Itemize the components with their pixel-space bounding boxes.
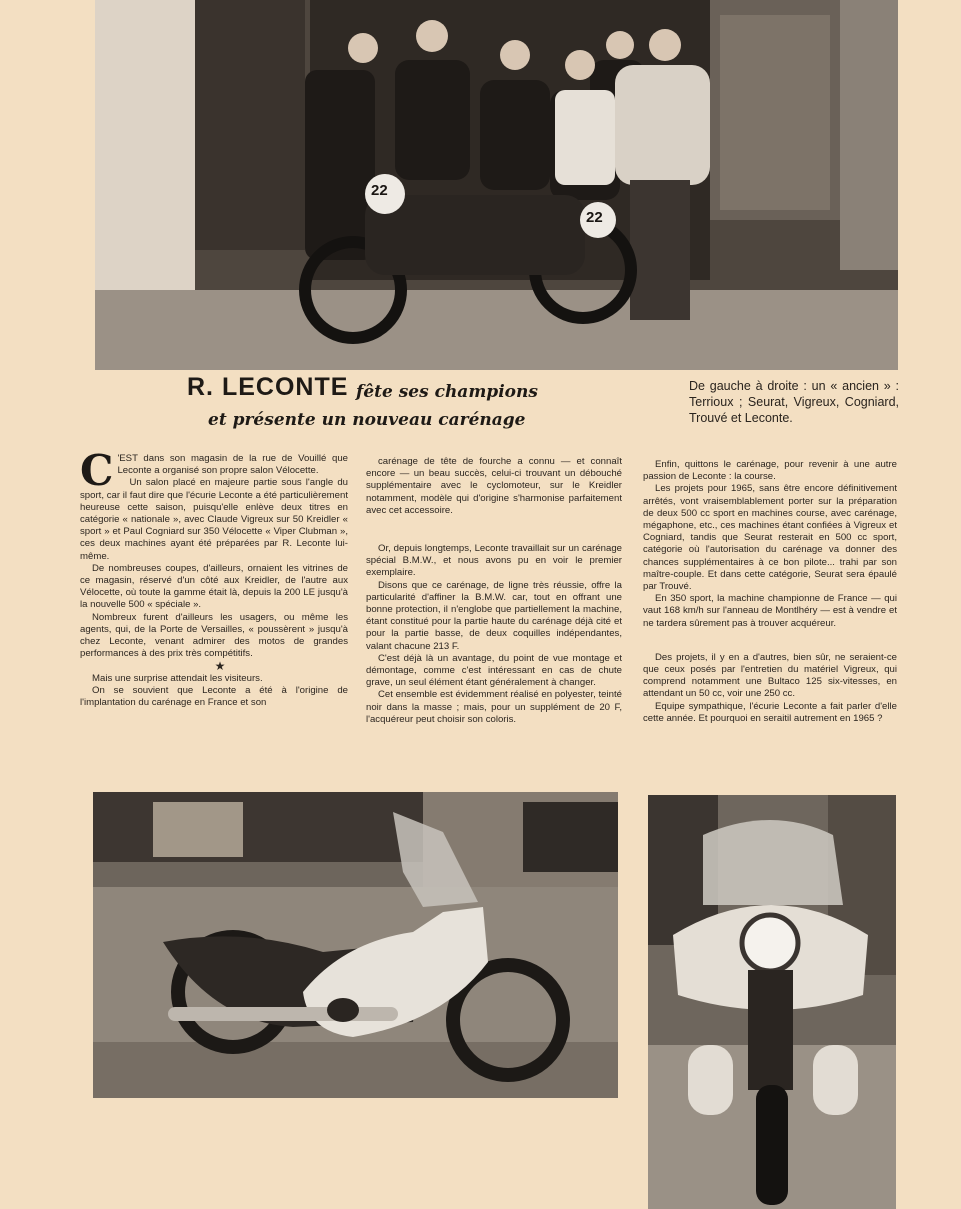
drop-cap: C — [80, 446, 114, 495]
race-number-rear: 22 — [586, 209, 603, 226]
paragraph: carénage de tête de fourche a connu — et connaît encore — un beau succès, celui-ci trouvant un débouché supplémentaire avec le cyclomoteur, sur le Kreidler notamment, modèle qui d'origine s'harmonise parfaitement avec cet accessoire. — [366, 456, 622, 516]
section-break-star: ★ — [214, 659, 226, 674]
paragraph: Mais une surprise attendait les visiteurs. — [92, 672, 263, 684]
bmw-side-illustration — [93, 792, 618, 1098]
paragraph-text: 'EST dans son magasin de la rue de Vouillé que Leconte a organisé son propre salon Vélocette. — [117, 453, 348, 477]
paragraph: Nombreux furent d'ailleurs les usagers, ou même les agents, qui, de la Porte de Versailles, « poussèrent » jusqu'à chez Leconte, venant admirer des motos de grandes performances à des prix très compétitifs. — [80, 611, 348, 660]
paragraph-gap — [643, 630, 897, 652]
paragraph — [80, 446, 348, 495]
article-subtitle-line1: fête ses champions — [356, 382, 538, 402]
article-column-3 — [643, 459, 897, 725]
photo-bmw-fairing-front — [648, 795, 896, 1209]
paragraph: En 350 sport, la machine championne de France — qui vaut 168 km/h sur l'anneau de Montlhéry — est à vendre et ne tardera sûrement pas à trouver acquéreur. — [643, 593, 897, 629]
paragraph: On se souvient que Leconte a été à l'origine de l'implantation du carénage en France et son — [80, 684, 348, 709]
paragraph: Les projets pour 1965, sans être encore définitivement arrêtés, vont vraisemblablement porter sur la préparation de deux 500 cc sport en machines course, avec carénage, mégaphone, etc., ces machines étant confiées à Vigreux et Cogniard, tandis que Seurat resterait en 500 cc sport, catégorie où l'autorisation du carénage va donner des chances supplémentaires à ce bon pilote... trahi par son maître-couple. Et dans cette catégorie, Seurat sera épaulé par Trouvé. — [643, 483, 897, 593]
article-column-2 — [366, 456, 622, 726]
paragraph: Or, depuis longtemps, Leconte travaillait sur un carénage spécial B.M.W., et nous avons pu en voir le premier exemplaire. — [366, 543, 622, 579]
paragraph: Cet ensemble est évidemment réalisé en polyester, teinté noir dans la masse ; mais, pour un supplément de 20 F, l'acquéreur peut choisir son coloris. — [366, 689, 622, 725]
paragraph: De nombreuses coupes, d'ailleurs, ornaient les vitrines de ce magasin, réservé d'un côté aux Kreidler, de l'autre aux Vélocette, où toute la gamme était là, depuis la 200 LE jusqu'à la nouvelle 500 « spéciale ». — [80, 562, 348, 611]
photo-caption: De gauche à droite : un « ancien » : Terrioux ; Seurat, Vigreux, Cogniard, Trouvé et Leconte. — [689, 379, 899, 425]
paragraph: Disons que ce carénage, de ligne très réussie, offre la particularité d'affiner la B.M.W. car, tout en offrant une bonne protection, il n'englobe que partiellement la machine, étant constitué pour la partie haute du carénage déjà cité et pour la partie basse, de deux coquilles indépendantes, valant chacune 213 F. — [366, 579, 622, 652]
article-column-1 — [80, 446, 348, 709]
bmw-front-illustration — [648, 795, 896, 1209]
photo-group-with-motorcycle — [95, 0, 898, 370]
paragraph: Equipe sympathique, l'écurie Leconte a fait parler d'elle cette année. Et pourquoi en seraitil autrement en 1965 ? — [643, 700, 897, 724]
article-title: R. LECONTE — [187, 373, 349, 401]
paragraph: C'est déjà là un avantage, du point de vue montage et démontage, comme c'est intéressant en cas de chute grave, un seul élément étant généralement à changer. — [366, 652, 622, 689]
paragraph-gap — [366, 517, 622, 543]
race-number-front: 22 — [371, 182, 388, 199]
paragraph: Enfin, quittons le carénage, pour revenir à une autre passion de Leconte : la course. — [643, 459, 897, 483]
paragraph: Un salon placé en majeure partie sous l'angle du sport, car il faut dire que l'écurie Leconte a été particulièrement heureuse cette saison, puisqu'elle enlève deux titres en catégorie « nationale », avec Claude Vigreux sur 50 Kreidler « sport » et Paul Cogniard sur 350 Vélocette « Viper Clubman », ces deux machines ayant été préparées par R. Leconte lui-même. — [80, 477, 348, 562]
article-subtitle-line2: et présente un nouveau carénage — [208, 410, 526, 430]
group-photo-illustration — [95, 0, 898, 370]
paragraph: Des projets, il y en a d'autres, bien sûr, ne seraient-ce que ceux posés par l'entretien du matériel Vigreux, qui comprend notamment une Bultaco 125 six-vitesses, en attendant un 50 cc, voir une 250 cc. — [643, 651, 897, 700]
photo-bmw-fairing-side — [93, 792, 618, 1098]
